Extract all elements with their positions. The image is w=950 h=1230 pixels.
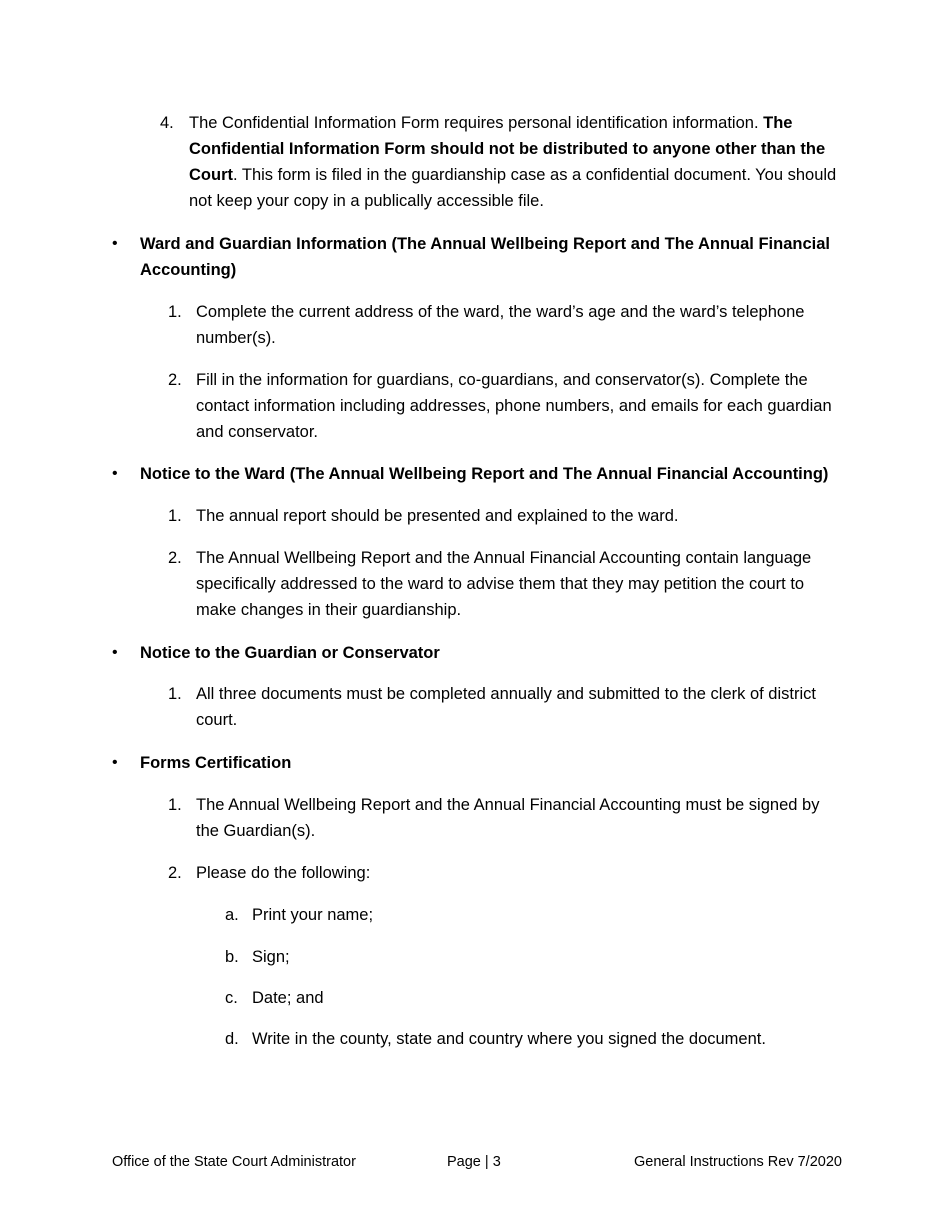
list-number: 1. (168, 796, 182, 814)
bold-warning: The Confidential Information Form should not be distributed to anyone other than the Court (189, 114, 826, 184)
section-heading: Notice to the Ward (The Annual Wellbeing Report and The Annual Financial Accounting) (140, 465, 829, 483)
list-item-text: The Annual Wellbeing Report and the Annual Financial Accounting contain language specifically addressed to the ward to advise them that they may petition the court to make changes in their guardianship. (196, 549, 812, 619)
footer-page-number: Page | 3 (447, 1154, 501, 1170)
footer-revision: General Instructions Rev 7/2020 (634, 1154, 842, 1170)
bullet: • (112, 754, 118, 771)
sublist-letter: d. (225, 1030, 239, 1048)
list-item-text: The Annual Wellbeing Report and the Annual Financial Accounting must be signed by the Guardian(s). (196, 796, 820, 840)
list-number: 1. (168, 685, 182, 703)
section-heading: Ward and Guardian Information (The Annual Wellbeing Report and The Annual Financial Accounting) (140, 235, 830, 279)
list-number: 1. (168, 303, 182, 321)
list-number: 4. (160, 114, 174, 132)
list-item-text: Fill in the information for guardians, co-guardians, and conservator(s). Complete the contact information including addresses, phone numbers, and emails for each guardian and conservator. (196, 371, 832, 441)
list-item-text: The annual report should be presented and explained to the ward. (196, 507, 679, 525)
sublist-letter: c. (225, 989, 238, 1007)
sublist-item-text: Date; and (252, 989, 324, 1007)
list-item-text: All three documents must be completed annually and submitted to the clerk of district court. (196, 685, 816, 729)
footer-office: Office of the State Court Administrator (112, 1154, 356, 1170)
bullet: • (112, 644, 118, 661)
list-item-text: Complete the current address of the ward, the ward’s age and the ward’s telephone number(s). (196, 303, 805, 347)
sublist-letter: b. (225, 948, 239, 966)
sublist-letter: a. (225, 906, 239, 924)
section-heading: Forms Certification (140, 754, 292, 772)
list-number: 1. (168, 507, 182, 525)
list-number: 2. (168, 371, 182, 389)
list-item-text: The Confidential Information Form requires personal identification information. The Confidential Information Form should not be distributed to anyone other than the Court. This form is filed in the guardianship case as a confidential document. You should not keep your copy in a publically accessible file. (189, 114, 837, 210)
bullet: • (112, 235, 118, 252)
list-number: 2. (168, 864, 182, 882)
sublist-item-text: Write in the county, state and country where you signed the document. (252, 1030, 766, 1048)
list-number: 2. (168, 549, 182, 567)
sublist-item-text: Print your name; (252, 906, 374, 924)
sublist-item-text: Sign; (252, 948, 290, 966)
list-item-text: Please do the following: (196, 864, 371, 882)
section-heading: Notice to the Guardian or Conservator (140, 644, 440, 662)
bullet: • (112, 465, 118, 482)
